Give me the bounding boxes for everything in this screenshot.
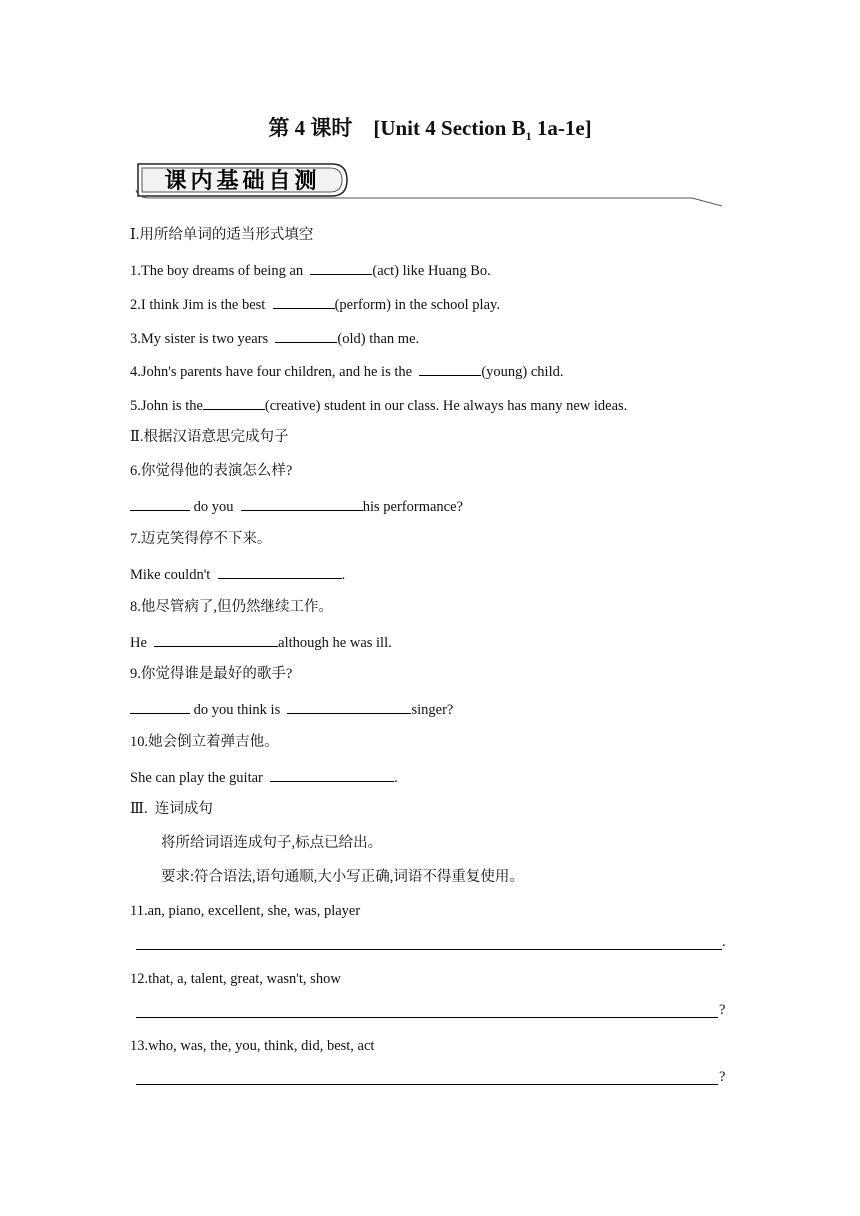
blank[interactable] — [130, 699, 190, 714]
page-title: 第 4 课时 [Unit 4 Section $B_1$ 1a-1e] — [268, 116, 592, 144]
question-4: 4.John's parents have four children, and he is the (young) child. — [130, 361, 563, 381]
blank[interactable] — [154, 632, 278, 647]
question-10-chinese: 10.她会倒立着弹吉他。 — [130, 734, 279, 750]
answer-line-11[interactable] — [136, 949, 722, 950]
question-3: 3.My sister is two years (old) than me. — [130, 328, 419, 348]
answer-line-12[interactable] — [136, 1017, 718, 1018]
question-7-answer: Mike couldn't . — [130, 564, 345, 584]
banner-label: 课内基础自测 — [164, 168, 321, 194]
question-8-answer: He although he was ill. — [130, 632, 392, 652]
question-7-chinese: 7.迈克笑得停不下来。 — [130, 531, 272, 547]
question-6-chinese: 6.你觉得他的表演怎么样? — [130, 463, 293, 479]
blank[interactable] — [273, 294, 335, 309]
answer-line-13[interactable] — [136, 1084, 718, 1085]
question-11: 11.an, piano, excellent, she, was, player — [130, 903, 361, 919]
question-12: 12.that, a, talent, great, wasn't, show — [130, 971, 341, 987]
part3-instruction-1: 将所给词语连成句子,标点已给出。 — [161, 835, 383, 851]
question-8-chinese: 8.他尽管病了,但仍然继续工作。 — [130, 599, 333, 615]
blank[interactable] — [241, 496, 363, 511]
blank[interactable] — [270, 767, 394, 782]
part3-heading: Ⅲ. 连词成句 — [130, 801, 213, 817]
blank[interactable] — [218, 564, 342, 579]
part2-heading: Ⅱ.根据汉语意思完成句子 — [130, 429, 289, 445]
blank[interactable] — [275, 328, 337, 343]
question-9-answer: do you think is singer? — [130, 699, 453, 719]
question-1: 1.The boy dreams of being an (act) like Huang Bo. — [130, 260, 491, 280]
blank[interactable] — [203, 395, 265, 410]
blank[interactable] — [287, 699, 411, 714]
question-13: 13.who, was, the, you, think, did, best, act — [130, 1038, 375, 1054]
question-10-answer: She can play the guitar . — [130, 767, 398, 787]
question-5: 5.John is the (creative) student in our class. He always has many new ideas. — [130, 395, 627, 415]
end-punctuation: ? — [719, 1002, 726, 1018]
end-punctuation: . — [722, 934, 726, 950]
part3-instruction-2: 要求:符合语法,语句通顺,大小写正确,词语不得重复使用。 — [161, 869, 524, 885]
question-2: 2.I think Jim is the best (perform) in the school play. — [130, 294, 500, 314]
blank[interactable] — [130, 496, 190, 511]
question-6-answer: do you his performance? — [130, 496, 463, 516]
part1-heading: Ⅰ.用所给单词的适当形式填空 — [130, 227, 314, 243]
blank[interactable] — [419, 361, 481, 376]
blank[interactable] — [310, 260, 372, 275]
end-punctuation: ? — [719, 1069, 726, 1085]
question-9-chinese: 9.你觉得谁是最好的歌手? — [130, 666, 293, 682]
